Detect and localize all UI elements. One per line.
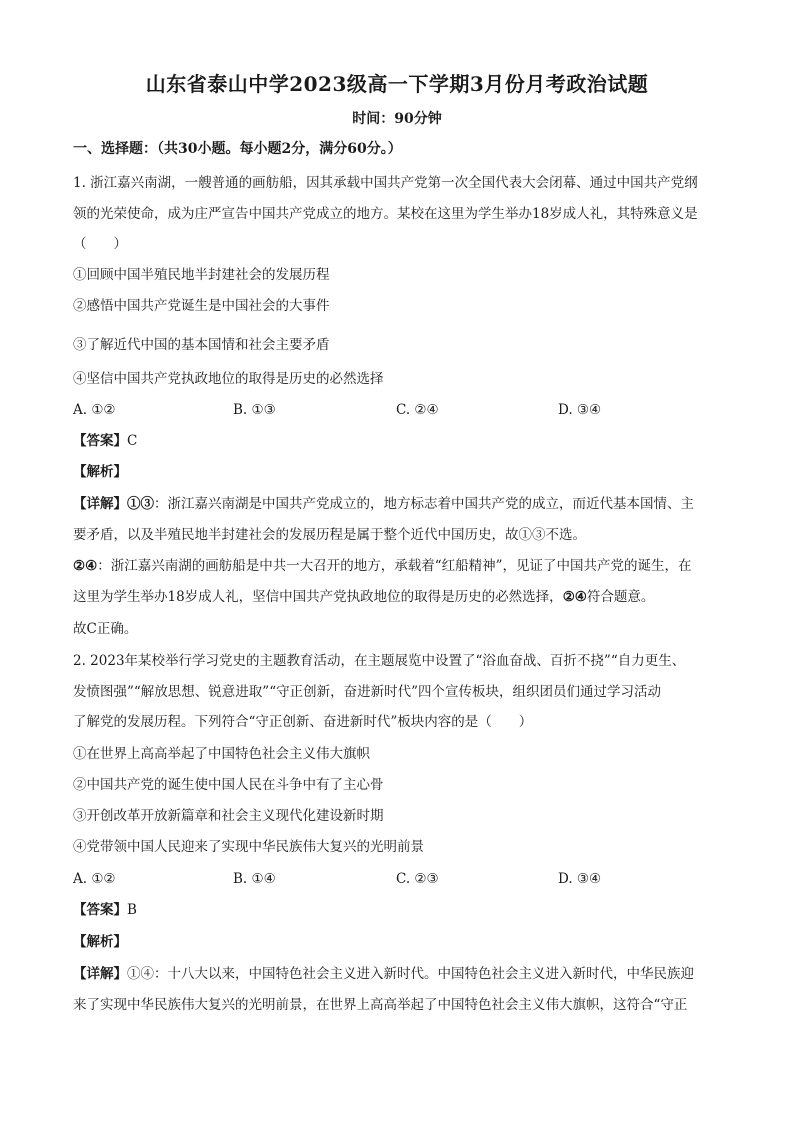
q1-detail-line-1 (73, 495, 725, 513)
q1-detail-tag: 【详解】 (73, 496, 127, 512)
q1-option-d: D. ③④ (558, 402, 602, 418)
q2-stem-line-2: 发愤图强”“解放思想、锐意进取”“守正创新，奋进新时代”四个宣传板块，组织团员们通过学习活动 (73, 684, 662, 700)
q1-stem-line-3: （ ） (73, 236, 127, 252)
q1-detail-marker-3: ②④ (562, 589, 587, 605)
q1-item-2: ②感悟中国共产党诞生是中国社会的大事件 (73, 298, 330, 314)
q1-answer (73, 432, 725, 450)
q1-option-c: C. ②④ (396, 402, 439, 418)
q1-detail-line-2: 要矛盾，以及半殖民地半封建社会的发展历程是属于整个近代中国历史，故①③不选。 (73, 527, 586, 543)
q2-item-4: ④党带领中国人民迎来了实现中华民族伟大复兴的光明前景 (73, 839, 424, 855)
q2-detail-text-1: ①④：十八大以来，中国特色社会主义进入新时代。中国特色社会主义进入新时代，中华民族迎 (127, 966, 694, 982)
q1-conclusion: 故C正确。 (73, 621, 138, 637)
document-title: 山东省泰山中学2023级高一下学期3月份月考政治试题 (145, 72, 649, 96)
q2-item-1: ①在世界上高高举起了中国特色社会主义伟大旗帜 (73, 746, 370, 762)
q1-detail-text-1: ：浙江嘉兴南湖是中国共产党成立的，地方标志着中国共产党的成立，而近代基本国情、主 (154, 496, 694, 512)
q1-answer-value: C (127, 433, 138, 449)
q2-option-d: D. ③④ (558, 871, 602, 887)
q1-stem-line-1: 1. 浙江嘉兴南湖，一艘普通的画舫船，因其承载中国共产党第一次全国代表大会闭幕、通过中国共产党纲 (73, 175, 698, 191)
q2-answer-tag: 【答案】 (73, 902, 127, 918)
q2-stem-line-3: 了解党的发展历程。下列符合“守正创新、奋进新时代”板块内容的是（ ） (73, 714, 533, 730)
q1-detail-marker-1: ①③ (127, 496, 154, 512)
q2-detail-line-2: 来了实现中华民族伟大复兴的光明前景，在世界上高高举起了中国特色社会主义伟大旗帜，这符合“守正 (73, 997, 688, 1013)
q2-answer-value: B (127, 902, 137, 918)
q1-stem-line-2: 领的光荣使命，成为庄严宣告中国共产党成立的地方。某校在这里为学生举办18岁成人礼，其特殊意义是 (73, 206, 698, 222)
q1-detail-text-4b: 符合题意。 (586, 589, 655, 605)
section-heading: 一、选择题：（共30小题。每小题2分，满分60分。） (73, 141, 402, 157)
q1-detail-line-3 (73, 557, 725, 575)
q1-answer-tag: 【答案】 (73, 433, 127, 449)
q2-item-3: ③开创改革开放新篇章和社会主义现代化建设新时期 (73, 808, 384, 824)
q2-analysis-tag: 【解析】 (73, 934, 127, 950)
q2-detail-tag: 【详解】 (73, 966, 127, 982)
q2-item-2: ②中国共产党的诞生使中国人民在斗争中有了主心骨 (73, 777, 384, 793)
q2-detail-line-1 (73, 965, 725, 983)
q1-option-a: A. ①② (73, 402, 116, 418)
q2-answer (73, 901, 725, 919)
q2-option-b: B. ①④ (233, 871, 276, 887)
exam-time: 时间：90分钟 (352, 111, 442, 127)
q2-option-c: C. ②③ (396, 871, 439, 887)
q1-detail-line-4 (73, 588, 725, 606)
q1-detail-marker-2: ②④ (73, 558, 98, 574)
q2-option-a: A. ①② (73, 871, 116, 887)
q1-item-3: ③了解近代中国的基本国情和社会主要矛盾 (73, 337, 330, 353)
q1-option-b: B. ①③ (233, 402, 276, 418)
q1-detail-text-3: ：浙江嘉兴南湖的画舫船是中共一大召开的地方，承载着“红船精神”，见证了中国共产党的诞生，在 (97, 558, 692, 574)
q1-detail-text-4: 这里为学生举办18岁成人礼，坚信中国共产党执政地位的取得是历史的必然选择， (73, 589, 563, 605)
q1-item-1: ①回顾中国半殖民地半封建社会的发展历程 (73, 267, 330, 283)
q1-item-4: ④坚信中国共产党执政地位的取得是历史的必然选择 (73, 371, 384, 387)
q1-analysis-tag: 【解析】 (73, 464, 127, 480)
q2-stem-line-1: 2. 2023年某校举行学习党史的主题教育活动，在主题展览中设置了“浴血奋战、百折不挠”“自力更生、 (73, 653, 686, 669)
